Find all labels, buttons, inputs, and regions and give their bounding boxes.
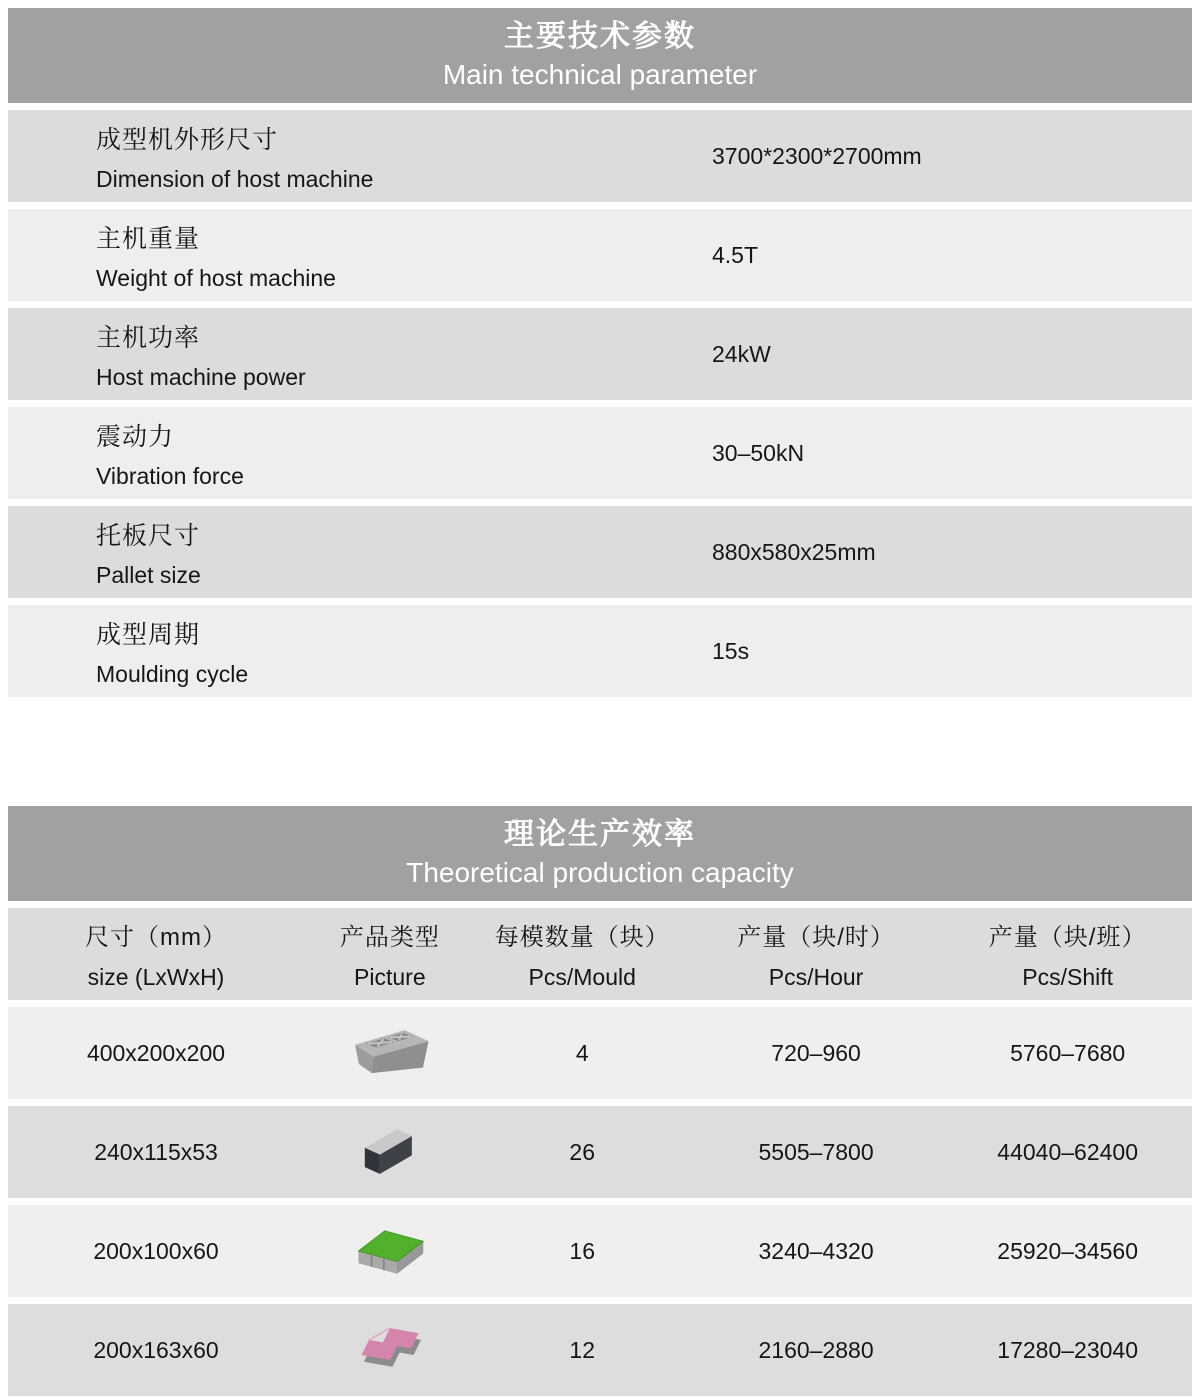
- size-cell: 200x163x60: [93, 1336, 219, 1363]
- spec-row-pallet: [8, 506, 1192, 598]
- column-header-en: Pcs/Hour: [768, 964, 864, 990]
- spec-label: [8, 516, 712, 589]
- spec-label-cn: 成型周期: [96, 620, 201, 649]
- spec-label-cn: 托板尺寸: [96, 521, 201, 550]
- pcs-shift-cell: 44040–62400: [997, 1138, 1138, 1165]
- column-header-en: Pcs/Mould: [528, 964, 636, 990]
- column-header-row: [8, 908, 1192, 1000]
- column-header-en: size (LxWxH): [87, 964, 225, 990]
- spec-value: 15s: [712, 637, 750, 664]
- spec-label-en: Vibration force: [96, 462, 244, 489]
- green-paver-icon: [344, 1216, 436, 1286]
- spec-label-en: Pallet size: [96, 561, 201, 588]
- spec-label-en: Host machine power: [96, 363, 306, 390]
- spec-row-weight: [8, 209, 1192, 301]
- pcs-hour-cell: 5505–7800: [758, 1138, 874, 1165]
- spec-row-power: [8, 308, 1192, 400]
- spec-row-dimension: [8, 110, 1192, 202]
- spec-label-en: Dimension of host machine: [96, 165, 374, 192]
- table2-header-band: [8, 806, 1192, 901]
- spec-label: [8, 120, 712, 193]
- spec-value: 880x580x25mm: [712, 538, 876, 565]
- pcs-shift-cell: 17280–23040: [997, 1336, 1138, 1363]
- column-header-picture: [304, 917, 476, 991]
- spec-label-cn: 主机功率: [96, 323, 201, 352]
- capacity-row-pink-paver: [8, 1304, 1192, 1396]
- spec-value: 3700*2300*2700mm: [712, 142, 922, 169]
- column-header-cn: 尺寸（mm）: [85, 924, 227, 951]
- column-header-pcs-hour: [689, 917, 944, 991]
- picture-cell: [304, 1118, 476, 1186]
- capacity-row-green-paver: [8, 1205, 1192, 1297]
- table2-title-en: Theoretical production capacity: [406, 857, 794, 889]
- section-gap: [8, 704, 1192, 806]
- column-header-size: [8, 917, 304, 991]
- spec-label-cn: 震动力: [96, 422, 175, 451]
- pcs-shift-cell: 25920–34560: [997, 1237, 1138, 1264]
- production-capacity-table: [8, 806, 1192, 1396]
- spec-row-cycle: [8, 605, 1192, 697]
- spec-label-en: Weight of host machine: [96, 264, 336, 291]
- spec-value: 4.5T: [712, 241, 759, 268]
- size-cell: 240x115x53: [94, 1138, 218, 1165]
- pink-interlock-paver-icon: [348, 1315, 432, 1385]
- column-header-cn: 每模数量（块）: [494, 924, 670, 951]
- table1-title-cn: 主要技术参数: [504, 19, 696, 53]
- spec-label-en: Moulding cycle: [96, 660, 249, 687]
- picture-cell: [304, 1315, 476, 1385]
- table2-title-cn: 理论生产效率: [504, 817, 696, 851]
- pcs-mould-cell: 4: [575, 1039, 589, 1066]
- column-header-cn: 产量（块/班）: [988, 924, 1147, 951]
- picture-cell: [304, 1020, 476, 1086]
- pcs-mould-cell: 12: [569, 1336, 596, 1363]
- column-header-pcs-mould: [476, 917, 689, 991]
- table1-title-en: Main technical parameter: [442, 59, 758, 91]
- spec-row-vibration: [8, 407, 1192, 499]
- picture-cell: [304, 1216, 476, 1286]
- column-header-pcs-shift: [943, 917, 1192, 991]
- size-cell: 200x100x60: [93, 1237, 219, 1264]
- pcs-shift-cell: 5760–7680: [1010, 1039, 1126, 1066]
- size-cell: 400x200x200: [86, 1039, 226, 1066]
- spec-label: [8, 615, 712, 688]
- pcs-mould-cell: 26: [569, 1138, 596, 1165]
- spec-label: [8, 318, 712, 391]
- capacity-row-solid-brick: [8, 1106, 1192, 1198]
- spec-label-cn: 成型机外形尺寸: [96, 125, 279, 154]
- column-header-cn: 产品类型: [339, 924, 440, 951]
- spec-label: [8, 219, 712, 292]
- solid-brick-icon: [348, 1118, 432, 1186]
- spec-label: [8, 417, 712, 490]
- pcs-hour-cell: 2160–2880: [758, 1336, 874, 1363]
- column-header-cn: 产量（块/时）: [737, 924, 895, 951]
- table1-header-band: [8, 8, 1192, 103]
- hollow-block-icon: [344, 1020, 436, 1086]
- pcs-mould-cell: 16: [569, 1237, 596, 1264]
- column-header-en: Picture: [354, 964, 426, 990]
- column-header-en: Pcs/Shift: [1022, 964, 1114, 990]
- capacity-row-hollow-block: [8, 1007, 1192, 1099]
- main-technical-parameter-table: [8, 8, 1192, 697]
- pcs-hour-cell: 3240–4320: [758, 1237, 874, 1264]
- spec-value: 24kW: [712, 340, 771, 367]
- spec-value: 30–50kN: [712, 439, 805, 466]
- pcs-hour-cell: 720–960: [771, 1039, 861, 1066]
- spec-label-cn: 主机重量: [96, 224, 201, 253]
